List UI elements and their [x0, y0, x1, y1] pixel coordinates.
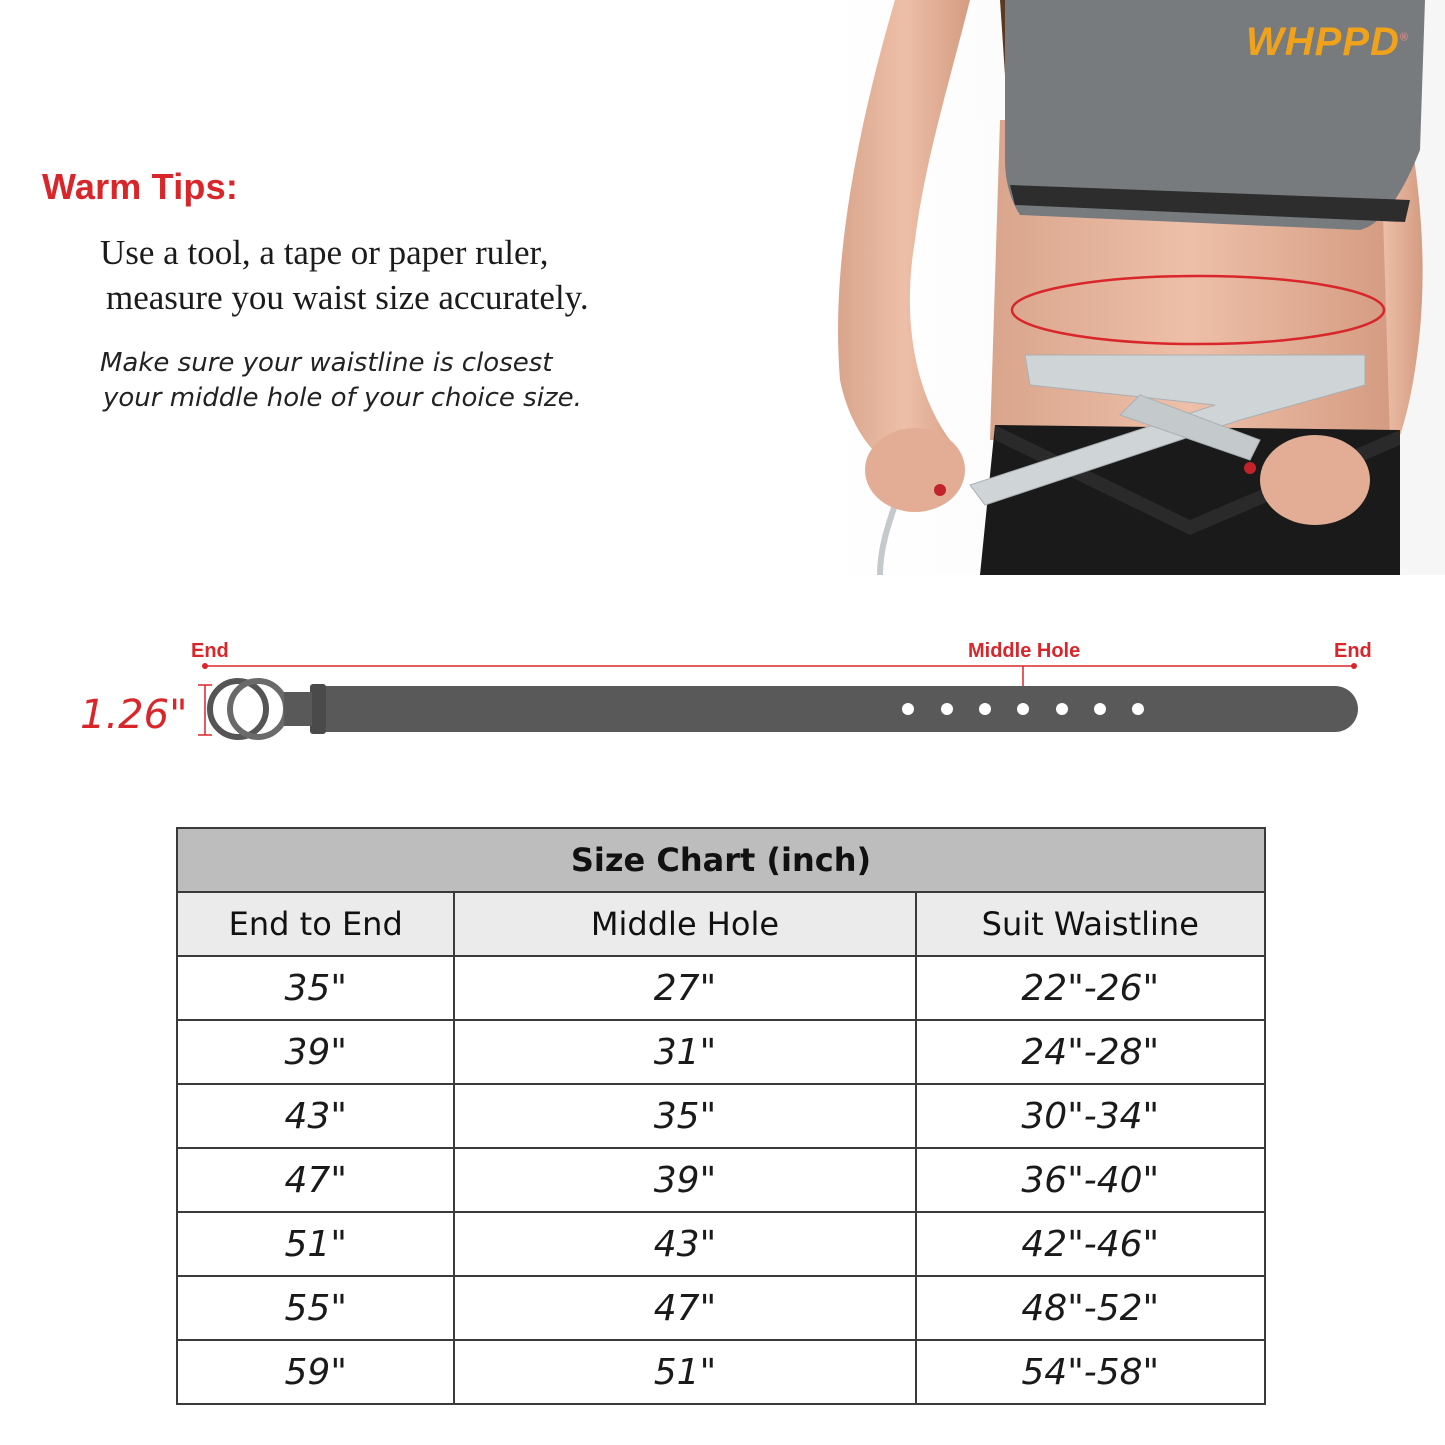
- tips-note-line-1: Make sure your waistline is closest: [100, 348, 553, 378]
- size-chart-header-row: [177, 892, 1265, 956]
- table-row: [177, 1340, 1265, 1404]
- middle-hole-cell: 35": [454, 1084, 915, 1148]
- end-to-end-cell: 35": [177, 956, 454, 1020]
- table-row: [177, 956, 1265, 1020]
- middle-hole-cell: 31": [454, 1020, 915, 1084]
- end-to-end-cell: 59": [177, 1340, 454, 1404]
- header-end-to-end: End to End: [177, 892, 454, 956]
- table-row: [177, 1276, 1265, 1340]
- size-chart-caption-row: [177, 828, 1265, 892]
- belt-end-right-label: End: [1334, 640, 1372, 662]
- suit-waistline-cell: 36"-40": [916, 1148, 1265, 1212]
- end-to-end-cell: 39": [177, 1020, 454, 1084]
- tips-line-2: measure you waist size accurately.: [106, 278, 589, 317]
- dimension-end-right-marker: [1351, 663, 1357, 669]
- registered-mark: ®: [1399, 31, 1409, 44]
- belt-hole: [902, 703, 914, 715]
- suit-waistline-cell: 22"-26": [916, 956, 1265, 1020]
- belt-end-left-label: End: [191, 640, 229, 662]
- belt-middle-hole-label: Middle Hole: [968, 640, 1081, 662]
- end-to-end-cell: 51": [177, 1212, 454, 1276]
- middle-hole-cell: 39": [454, 1148, 915, 1212]
- end-to-end-cell: 43": [177, 1084, 454, 1148]
- middle-hole-cell: 27": [454, 956, 915, 1020]
- belt-strap: [320, 686, 1358, 732]
- table-row: [177, 1020, 1265, 1084]
- tips-line-1: Use a tool, a tape or paper ruler,: [100, 233, 549, 272]
- size-chart-caption: Size Chart (inch): [177, 828, 1265, 892]
- end-to-end-cell: 47": [177, 1148, 454, 1212]
- belt-hole: [1056, 703, 1068, 715]
- middle-hole-cell: 43": [454, 1212, 915, 1276]
- suit-waistline-cell: 54"-58": [916, 1340, 1265, 1404]
- belt-keeper: [310, 684, 326, 734]
- middle-hole-cell: 51": [454, 1340, 915, 1404]
- table-row: [177, 1148, 1265, 1212]
- belt-width-label: 1.26": [80, 692, 188, 738]
- belt-hole-middle: [1017, 703, 1029, 715]
- middle-hole-cell: 47": [454, 1276, 915, 1340]
- belt-hole: [1094, 703, 1106, 715]
- size-chart-table: [176, 827, 1266, 1405]
- belt-hole: [941, 703, 953, 715]
- header-suit-waistline: Suit Waistline: [916, 892, 1265, 956]
- end-to-end-cell: 55": [177, 1276, 454, 1340]
- belt-hole: [979, 703, 991, 715]
- table-row: [177, 1084, 1265, 1148]
- suit-waistline-cell: 24"-28": [916, 1020, 1265, 1084]
- suit-waistline-cell: 30"-34": [916, 1084, 1265, 1148]
- suit-waistline-cell: 42"-46": [916, 1212, 1265, 1276]
- belt-hole: [1132, 703, 1144, 715]
- dimension-end-left-marker: [202, 663, 208, 669]
- table-row: [177, 1212, 1265, 1276]
- brand-name: WHPPD: [1246, 20, 1400, 64]
- suit-waistline-cell: 48"-52": [916, 1276, 1265, 1340]
- tips-note-line-2: your middle hole of your choice size.: [103, 383, 582, 413]
- header-middle-hole: Middle Hole: [454, 892, 915, 956]
- warm-tips-title: Warm Tips:: [42, 166, 239, 207]
